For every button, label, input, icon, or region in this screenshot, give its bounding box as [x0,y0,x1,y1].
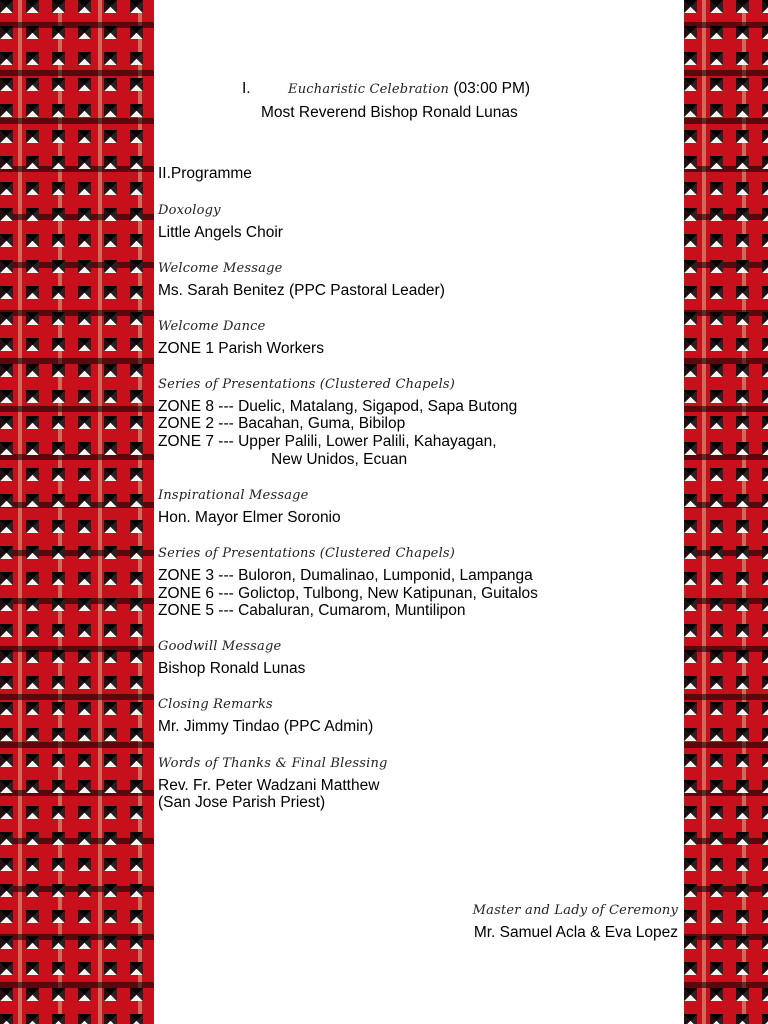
item-line: ZONE 7 --- Upper Palili, Lower Palili, Kahayagan, [158,433,497,450]
presider: Most Reverend Bishop Ronald Lunas [261,104,518,121]
item-line: Hon. Mayor Elmer Soronio [158,509,341,526]
event-heading [288,80,530,99]
item-line: Bishop Ronald Lunas [158,660,306,677]
event-time: (03:00 PM) [453,80,531,97]
section-numeral: I. [242,80,251,97]
event-name: Eucharistic Celebration [288,82,450,97]
tribal-border-right [684,0,768,1024]
item-line: ZONE 3 --- Buloron, Dumalinao, Lumponid, Lampanga [158,567,533,584]
item-line: Mr. Jimmy Tindao (PPC Admin) [158,718,374,735]
item-line: ZONE 6 --- Golictop, Tulbong, New Katipunan, Guitalos [158,585,538,602]
item-line: Little Angels Choir [158,224,283,241]
programme-document [158,0,680,1024]
programme-heading: II.Programme [158,165,252,182]
item-label-closing-remarks: Closing Remarks [158,697,273,712]
item-line: (San Jose Parish Priest) [158,794,326,811]
ceremony-label: Master and Lady of Ceremony [472,903,678,918]
item-line: New Unidos, Ecuan [271,451,408,468]
item-line: ZONE 1 Parish Workers [158,340,324,357]
item-label-series-presentations: Series of Presentations (Clustered Chapels) [158,546,456,561]
item-line: ZONE 2 --- Bacahan, Guma, Bibilop [158,415,406,432]
item-label-goodwill-message: Goodwill Message [158,639,282,654]
item-label-series-presentations: Series of Presentations (Clustered Chapels) [158,377,456,392]
item-label-final-blessing: Words of Thanks & Final Blessing [158,756,388,771]
item-line: Rev. Fr. Peter Wadzani Matthew [158,777,380,794]
ceremony-block [473,902,678,943]
item-line: ZONE 5 --- Cabaluran, Cumarom, Muntilipon [158,602,466,619]
item-line: ZONE 8 --- Duelic, Matalang, Sigapod, Sapa Butong [158,398,518,415]
item-label-doxology: Doxology [158,203,221,218]
item-label-welcome-message: Welcome Message [158,261,283,276]
item-label-inspirational-message: Inspirational Message [158,488,309,503]
ceremony-names: Mr. Samuel Acla & Eva Lopez [473,924,678,941]
tribal-border-left [0,0,154,1024]
item-line: Ms. Sarah Benitez (PPC Pastoral Leader) [158,282,445,299]
item-label-welcome-dance: Welcome Dance [158,319,266,334]
